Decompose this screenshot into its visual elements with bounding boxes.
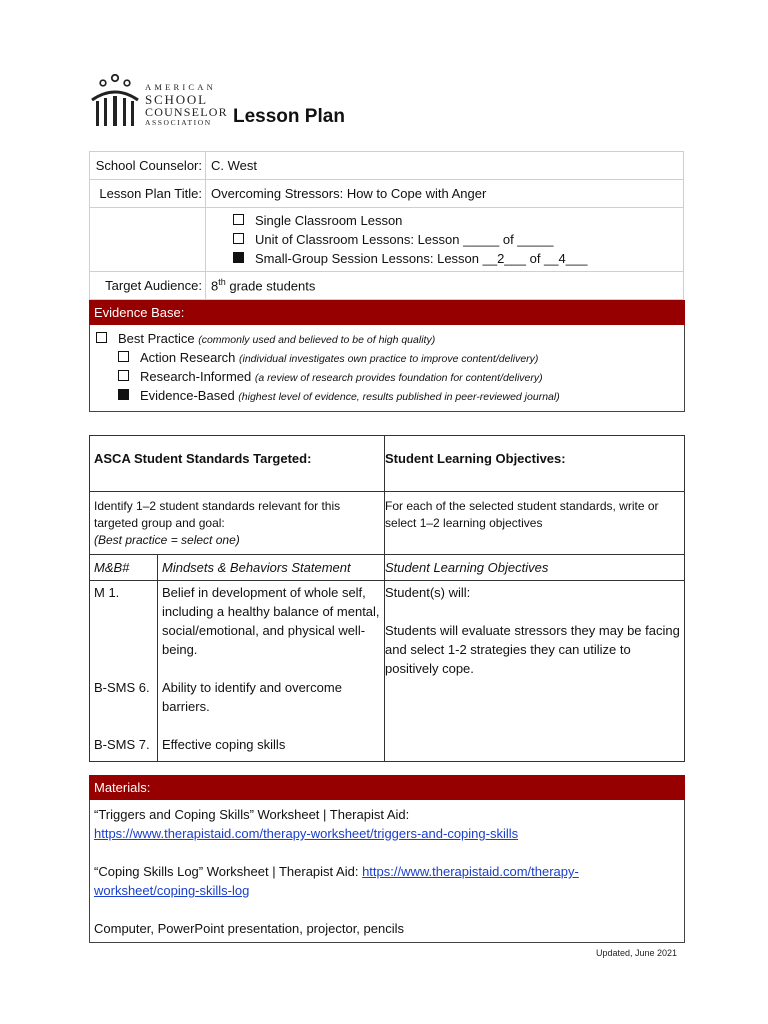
lesson-type-option (211, 211, 678, 230)
materials-heading: Materials: (89, 775, 685, 800)
audience-grade-suffix: th (218, 277, 226, 288)
materials-content (89, 800, 685, 943)
audience-rest: grade students (225, 278, 316, 294)
standards-intro-text: Identify 1–2 student standards relevant for this targeted group and goal: (94, 499, 341, 530)
evidence-option (90, 386, 684, 405)
evidence-label: Action Research (140, 350, 236, 365)
evidence-options (89, 325, 685, 412)
evidence-note: (commonly used and believed to be of high quality) (198, 334, 436, 346)
standards-header: ASCA Student Standards Targeted: (90, 436, 385, 492)
counselor-label: School Counselor: (90, 152, 206, 180)
mb-statement: Ability to identify and overcome barriers. (162, 680, 342, 714)
lesson-type-options (206, 208, 684, 272)
evidence-heading: Evidence Base: (89, 300, 685, 325)
mb-code: B-SMS 7. (94, 737, 150, 752)
evidence-label: Research-Informed (140, 369, 252, 384)
mb-statement: Belief in development of whole self, including a healthy balance of mental, social/emotional, and physical well-being. (162, 585, 380, 657)
evidence-note: (individual investigates own practice to improve content/delivery) (239, 353, 539, 365)
lesson-type-label (90, 208, 206, 272)
evidence-option (90, 367, 684, 386)
lesson-type-option (211, 249, 678, 268)
lesson-title-value: Overcoming Stressors: How to Cope with Anger (206, 180, 684, 208)
asca-logo-icon (90, 74, 140, 128)
lesson-type-option (211, 230, 678, 249)
audience-label: Target Audience: (90, 272, 206, 300)
organization-name (145, 83, 228, 126)
evidence-label: Best Practice (118, 331, 195, 346)
counselor-row (90, 152, 684, 180)
standards-intro-note: (Best practice = select one) (94, 533, 240, 547)
mb-header-row (90, 555, 685, 581)
checkbox-checked-icon[interactable] (233, 252, 244, 263)
standards-body-row (90, 581, 685, 762)
material-item-1: “Triggers and Coping Skills” Worksheet | Therapist Aid: (94, 807, 410, 822)
checkbox-empty-icon[interactable] (118, 370, 129, 381)
material-item-2-text: “Coping Skills Log” Worksheet | Therapist Aid: (94, 864, 363, 879)
checkbox-empty-icon[interactable] (96, 332, 107, 343)
material-item-3: Computer, PowerPoint presentation, projector, pencils (94, 921, 405, 936)
objectives-content (385, 581, 685, 762)
mb-code: M 1. (94, 585, 120, 600)
audience-value (206, 272, 684, 300)
evidence-note: (a review of research provides foundation for content/delivery) (254, 372, 543, 384)
org-line-3: COUNSELOR (145, 104, 228, 119)
mb-statements (158, 581, 385, 762)
mb-statement: Effective coping skills (162, 737, 286, 752)
mb-codes (90, 581, 158, 762)
evidence-label: Evidence-Based (140, 388, 235, 403)
objective-text: Students will evaluate stressors they may be facing and select 1-2 strategies they can utilize to positively cope. (385, 623, 680, 676)
counselor-value: C. West (206, 152, 684, 180)
checkbox-empty-icon[interactable] (118, 351, 129, 362)
objective-lead: Student(s) will: (385, 585, 471, 600)
audience-row (90, 272, 684, 300)
checkbox-empty-icon[interactable] (233, 214, 244, 225)
updated-date: Updated, June 2021 (596, 948, 678, 958)
evidence-note: (highest level of evidence, results published in peer-reviewed journal) (238, 391, 560, 403)
mb-code-header: M&B# (90, 555, 158, 581)
objectives-intro: For each of the selected student standards, write or select 1–2 learning objectives (385, 492, 685, 555)
checkbox-checked-icon[interactable] (118, 389, 129, 400)
lesson-title-label: Lesson Plan Title: (90, 180, 206, 208)
mb-statement-header: Mindsets & Behaviors Statement (158, 555, 385, 581)
page-title: Lesson Plan (233, 106, 345, 127)
objectives-header: Student Learning Objectives: (385, 436, 685, 492)
org-line-4: ASSOCIATION (145, 117, 212, 127)
standards-table (89, 435, 685, 762)
lesson-type-row (90, 208, 684, 272)
org-line-2: SCHOOL (145, 91, 208, 107)
lesson-title-row (90, 180, 684, 208)
lesson-info-table (89, 151, 684, 300)
material-item-2 (94, 862, 680, 900)
org-line-1: AMERICAN (145, 82, 216, 92)
material-link-1[interactable]: https://www.therapistaid.com/therapy-worksheet/triggers-and-coping-skills (94, 826, 519, 841)
objectives-subheader: Student Learning Objectives (385, 555, 685, 581)
audience-grade: 8 (211, 278, 219, 294)
material-link-2[interactable]: https://www.therapistaid.com/therapy-worksheet/coping-skills-log (94, 864, 579, 898)
standards-intro (90, 492, 385, 555)
lesson-type-label-text: Unit of Classroom Lessons: Lesson _____ of _____ (255, 232, 554, 247)
checkbox-empty-icon[interactable] (233, 233, 244, 244)
evidence-option (90, 329, 684, 348)
mb-code: B-SMS 6. (94, 680, 150, 695)
standards-header-row (90, 436, 685, 492)
standards-intro-row (90, 492, 685, 555)
lesson-type-label-text: Small-Group Session Lessons: Lesson __2___ of __4___ (255, 251, 588, 266)
lesson-type-label-text: Single Classroom Lesson (255, 213, 403, 228)
evidence-option (90, 348, 684, 367)
